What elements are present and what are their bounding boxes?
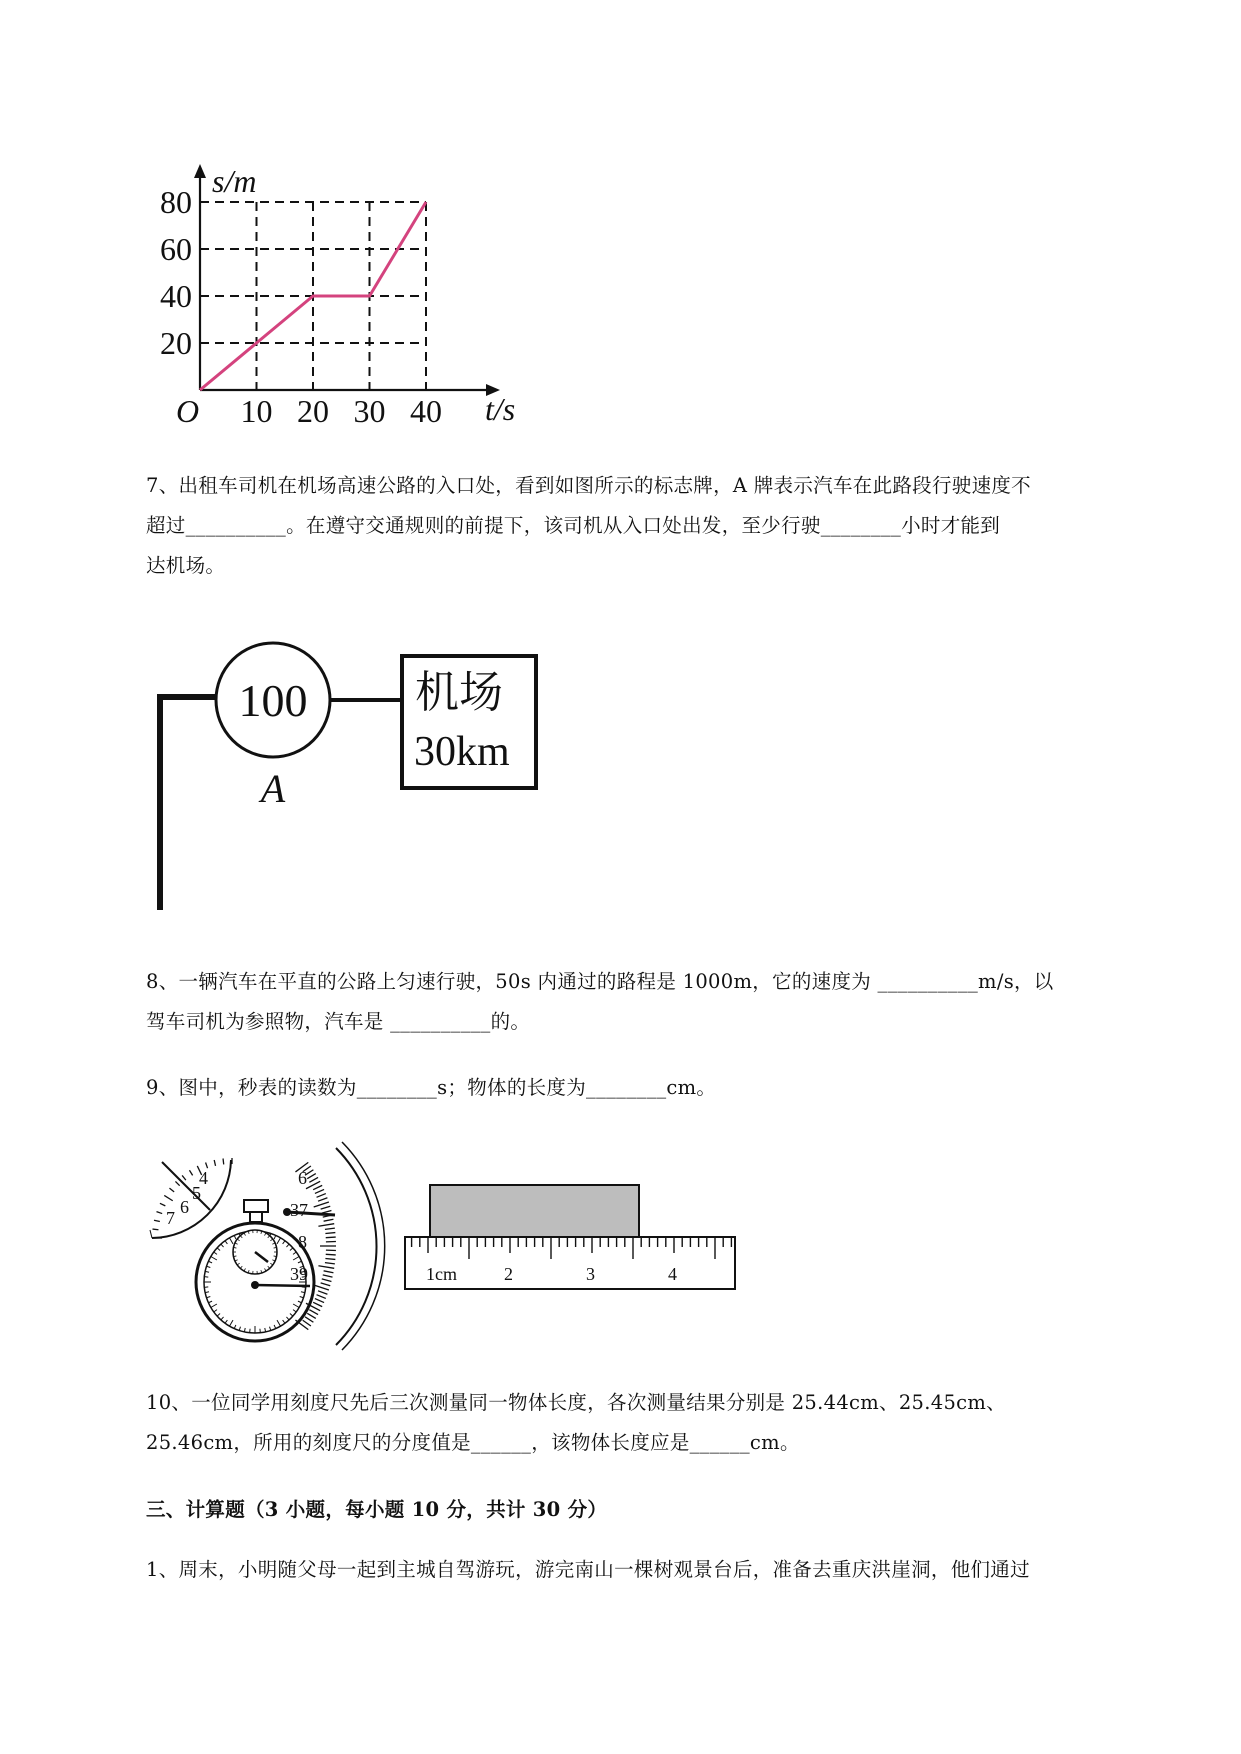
question-9-line-1: 9、图中，秒表的读数为________s；物体的长度为________cm。 xyxy=(146,1076,717,1099)
outer-dial-label: 37 xyxy=(290,1200,308,1220)
inner-dial-label: 4 xyxy=(199,1168,208,1188)
question-7-line-3: 达机场。 xyxy=(146,554,226,577)
origin-label: O xyxy=(176,393,200,429)
question-8-line-1: 8、一辆汽车在平直的公路上匀速行驶，50s 内通过的路程是 1000m，它的速度为 __________m/s，以 xyxy=(146,970,1054,993)
main-hand xyxy=(255,1285,310,1286)
x-tick-label: 30 xyxy=(353,393,386,429)
question-10 xyxy=(146,1383,1156,1463)
measured-object xyxy=(430,1185,639,1237)
question-8 xyxy=(146,962,1156,1042)
question-10-line-1: 10、一位同学用刻度尺先后三次测量同一物体长度，各次测量结果分别是 25.44cm、25.45cm、 xyxy=(146,1391,1006,1414)
distance-time-graph xyxy=(150,160,540,440)
stopwatch xyxy=(196,1200,335,1341)
ruler-assembly xyxy=(405,1185,735,1289)
x-tick-label: 10 xyxy=(240,393,273,429)
question-10-line-2: 25.46cm，所用的刻度尺的分度值是______，该物体长度应是______cm。 xyxy=(146,1431,800,1454)
outer-dial-label: 8 xyxy=(298,1232,307,1252)
question-7-line-2: 超过__________。在遵守交通规则的前提下，该司机从入口处出发，至少行驶________小时才能到 xyxy=(146,514,1001,537)
inner-dial-label: 6 xyxy=(180,1197,189,1217)
x-axis-label: t/s xyxy=(485,391,516,427)
y-tick-label: 40 xyxy=(160,278,192,314)
ruler-label: 2 xyxy=(504,1264,513,1284)
y-axis-label: s/m xyxy=(212,163,257,199)
stopwatch-ruler-figure xyxy=(140,1140,740,1355)
y-tick-label: 80 xyxy=(160,184,192,220)
speed-sign-label: A xyxy=(260,766,286,811)
ruler-label: 3 xyxy=(586,1264,595,1284)
question-8-line-2: 驾车司机为参照物，汽车是 __________的。 xyxy=(146,1010,531,1033)
ruler-label: 1cm xyxy=(426,1264,457,1284)
inner-dial-label: 7 xyxy=(166,1208,175,1228)
calc-question-1 xyxy=(146,1550,1156,1590)
calc-question-1-line-1: 1、周末，小明随父母一起到主城自驾游玩，游完南山一棵树观景台后，准备去重庆洪崖洞，他们通过 xyxy=(146,1558,1030,1581)
y-axis-arrow xyxy=(194,164,206,178)
section-3-heading xyxy=(146,1490,1156,1530)
ruler-label: 4 xyxy=(668,1264,677,1284)
destination-name: 机场 xyxy=(415,668,503,717)
inner-dial-label: 5 xyxy=(192,1183,201,1203)
inner-dial-magnified xyxy=(150,1158,232,1238)
outer-dial-label: 39 xyxy=(290,1264,308,1284)
y-tick-label: 60 xyxy=(160,231,192,267)
question-7-line-1: 7、出租车司机在机场高速公路的入口处，看到如图所示的标志牌，A 牌表示汽车在此路段行驶速度不 xyxy=(146,474,1031,497)
section-3-title: 三、计算题（3 小题，每小题 10 分，共计 30 分） xyxy=(146,1498,608,1521)
outer-dial-label: 6 xyxy=(298,1168,307,1188)
stopwatch-crown xyxy=(244,1200,268,1212)
destination-distance: 30km xyxy=(414,729,510,775)
speed-limit-value: 100 xyxy=(238,675,308,726)
x-tick-label: 40 xyxy=(410,393,442,429)
sign-pole xyxy=(160,697,215,910)
outer-dial-magnified xyxy=(290,1142,385,1350)
x-tick-label: 20 xyxy=(297,393,329,429)
road-sign-figure xyxy=(150,640,550,920)
y-tick-label: 20 xyxy=(160,325,192,361)
question-7 xyxy=(146,466,1156,586)
question-9 xyxy=(146,1068,1156,1108)
